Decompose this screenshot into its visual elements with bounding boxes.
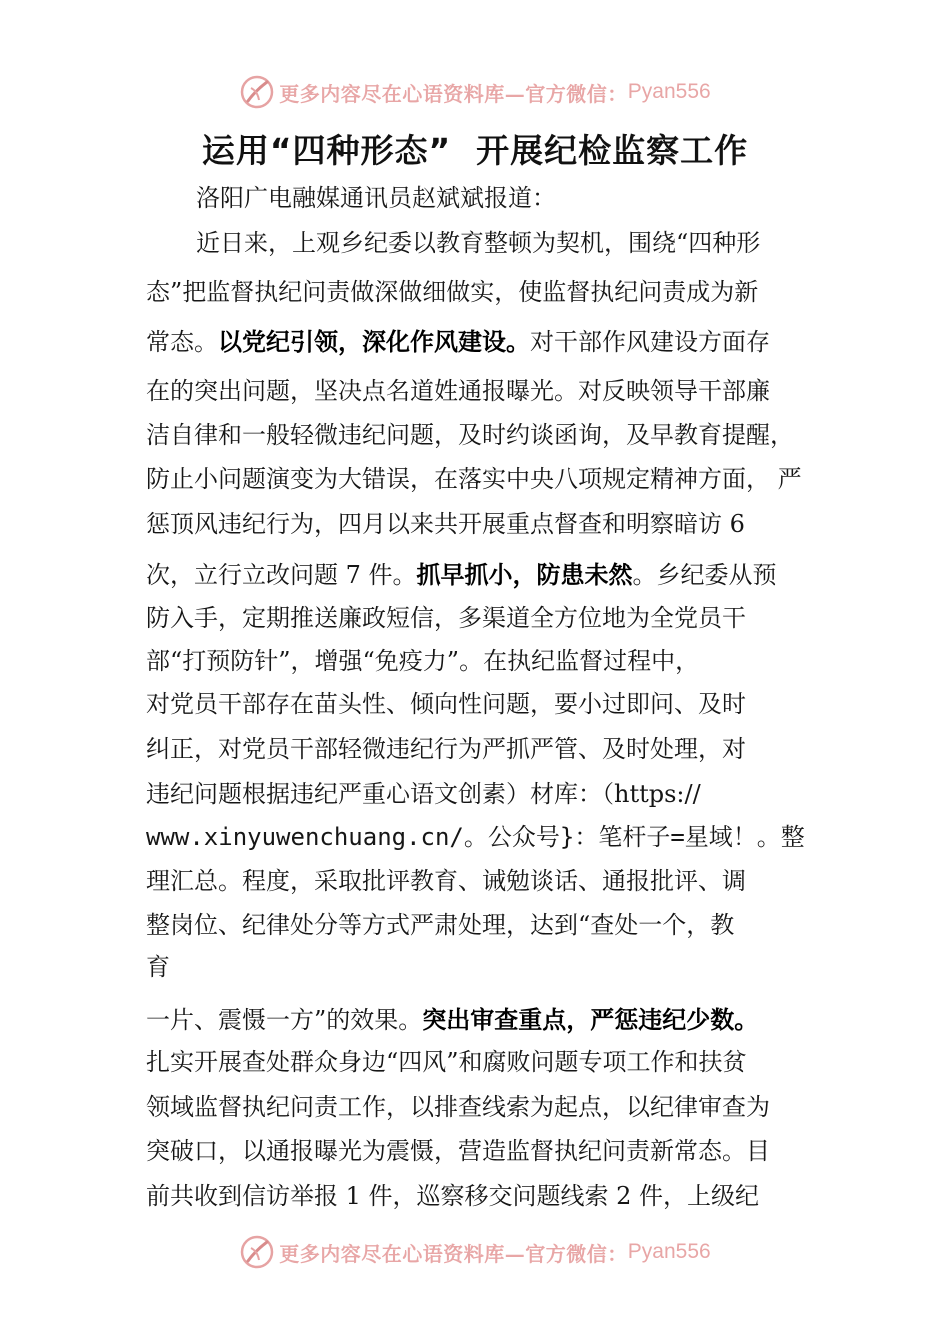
text-line: 防止小问题演变为大错误，在落实中央八项规定精神方面， 严 (146, 465, 802, 493)
brush-logo-icon (239, 74, 275, 110)
text-line: 惩顶风违纪行为，四月以来共开展重点督查和明察暗访 6 (146, 510, 745, 538)
bold-heading: 抓早抓小，防患未然 (416, 561, 633, 589)
text-line: 洛阳广电融媒通讯员赵斌斌报道： (196, 184, 556, 212)
text-line: 洁自律和一般轻微违纪问题，及时约谈函询，及早教育提醒， (146, 421, 794, 449)
text-line: www.xinyuwenchuang.cn/。公众号}：笔杆子=星域！。整 (146, 823, 805, 851)
text-line: 突破口，以通报曝光为震慑，营造监督执纪问责新常态。目 (146, 1137, 770, 1165)
text-line: 次，立行立改问题 7 件。抓早抓小，防患未然。乡纪委从预 (146, 561, 777, 589)
watermark-wechat-id: Pyan556 (627, 80, 711, 103)
brush-logo-icon (239, 1234, 275, 1270)
text-line: 违纪问题根据违纪严重心语文创素）材库：（https:// (146, 780, 701, 808)
bold-heading: 以党纪引领，深化作风建设。 (218, 328, 530, 356)
watermark-text: 更多内容尽在心语资料库—官方微信： (279, 81, 628, 106)
text-line: 一片、震慑一方”的效果。突出审查重点，严惩违纪少数。 (146, 1006, 759, 1034)
text-line: 理汇总。程度，采取批评教育、诫勉谈话、通报批评、调 (146, 867, 746, 895)
text-line: 部“打预防针”，增强“免疫力”。在执纪监督过程中， (146, 647, 700, 675)
watermark-text: 更多内容尽在心语资料库—官方微信： (279, 1241, 628, 1266)
text-line: 领域监督执纪问责工作，以排查线索为起点，以纪律审查为 (146, 1093, 770, 1121)
article-title: 运用“四种形态” 开展纪检监察工作 (201, 131, 749, 170)
footer-watermark (0, 1232, 950, 1272)
text-line: 扎实开展查处群众身边“四风”和腐败问题专项工作和扶贫 (146, 1048, 747, 1076)
text-line: 常态。以党纪引领，深化作风建设。对干部作风建设方面存 (146, 328, 770, 356)
text-line: 整岗位、纪律处分等方式严肃处理，达到“查处一个，教 (146, 911, 735, 939)
text-line: 在的突出问题，坚决点名道姓通报曝光。对反映领导干部廉 (146, 377, 770, 405)
text-line: 近日来，上观乡纪委以教育整顿为契机，围绕“四种形 (196, 229, 761, 257)
text-line: 态”把监督执纪问责做深做细做实，使监督执纪问责成为新 (146, 278, 759, 306)
header-watermark (0, 72, 950, 112)
text-line: 对党员干部存在苗头性、倾向性问题，要小过即问、及时 (146, 690, 746, 718)
text-line: 前共收到信访举报 1 件，巡察移交问题线索 2 件，上级纪 (146, 1182, 760, 1210)
bold-heading: 突出审查重点，严惩违纪少数。 (422, 1006, 759, 1034)
text-line: 育 (146, 953, 170, 981)
text-line: 纠正，对党员干部轻微违纪行为严抓严管、及时处理，对 (146, 735, 746, 763)
watermark-wechat-id: Pyan556 (627, 1240, 711, 1263)
text-line: 防入手，定期推送廉政短信，多渠道全方位地为全党员干 (146, 604, 746, 632)
